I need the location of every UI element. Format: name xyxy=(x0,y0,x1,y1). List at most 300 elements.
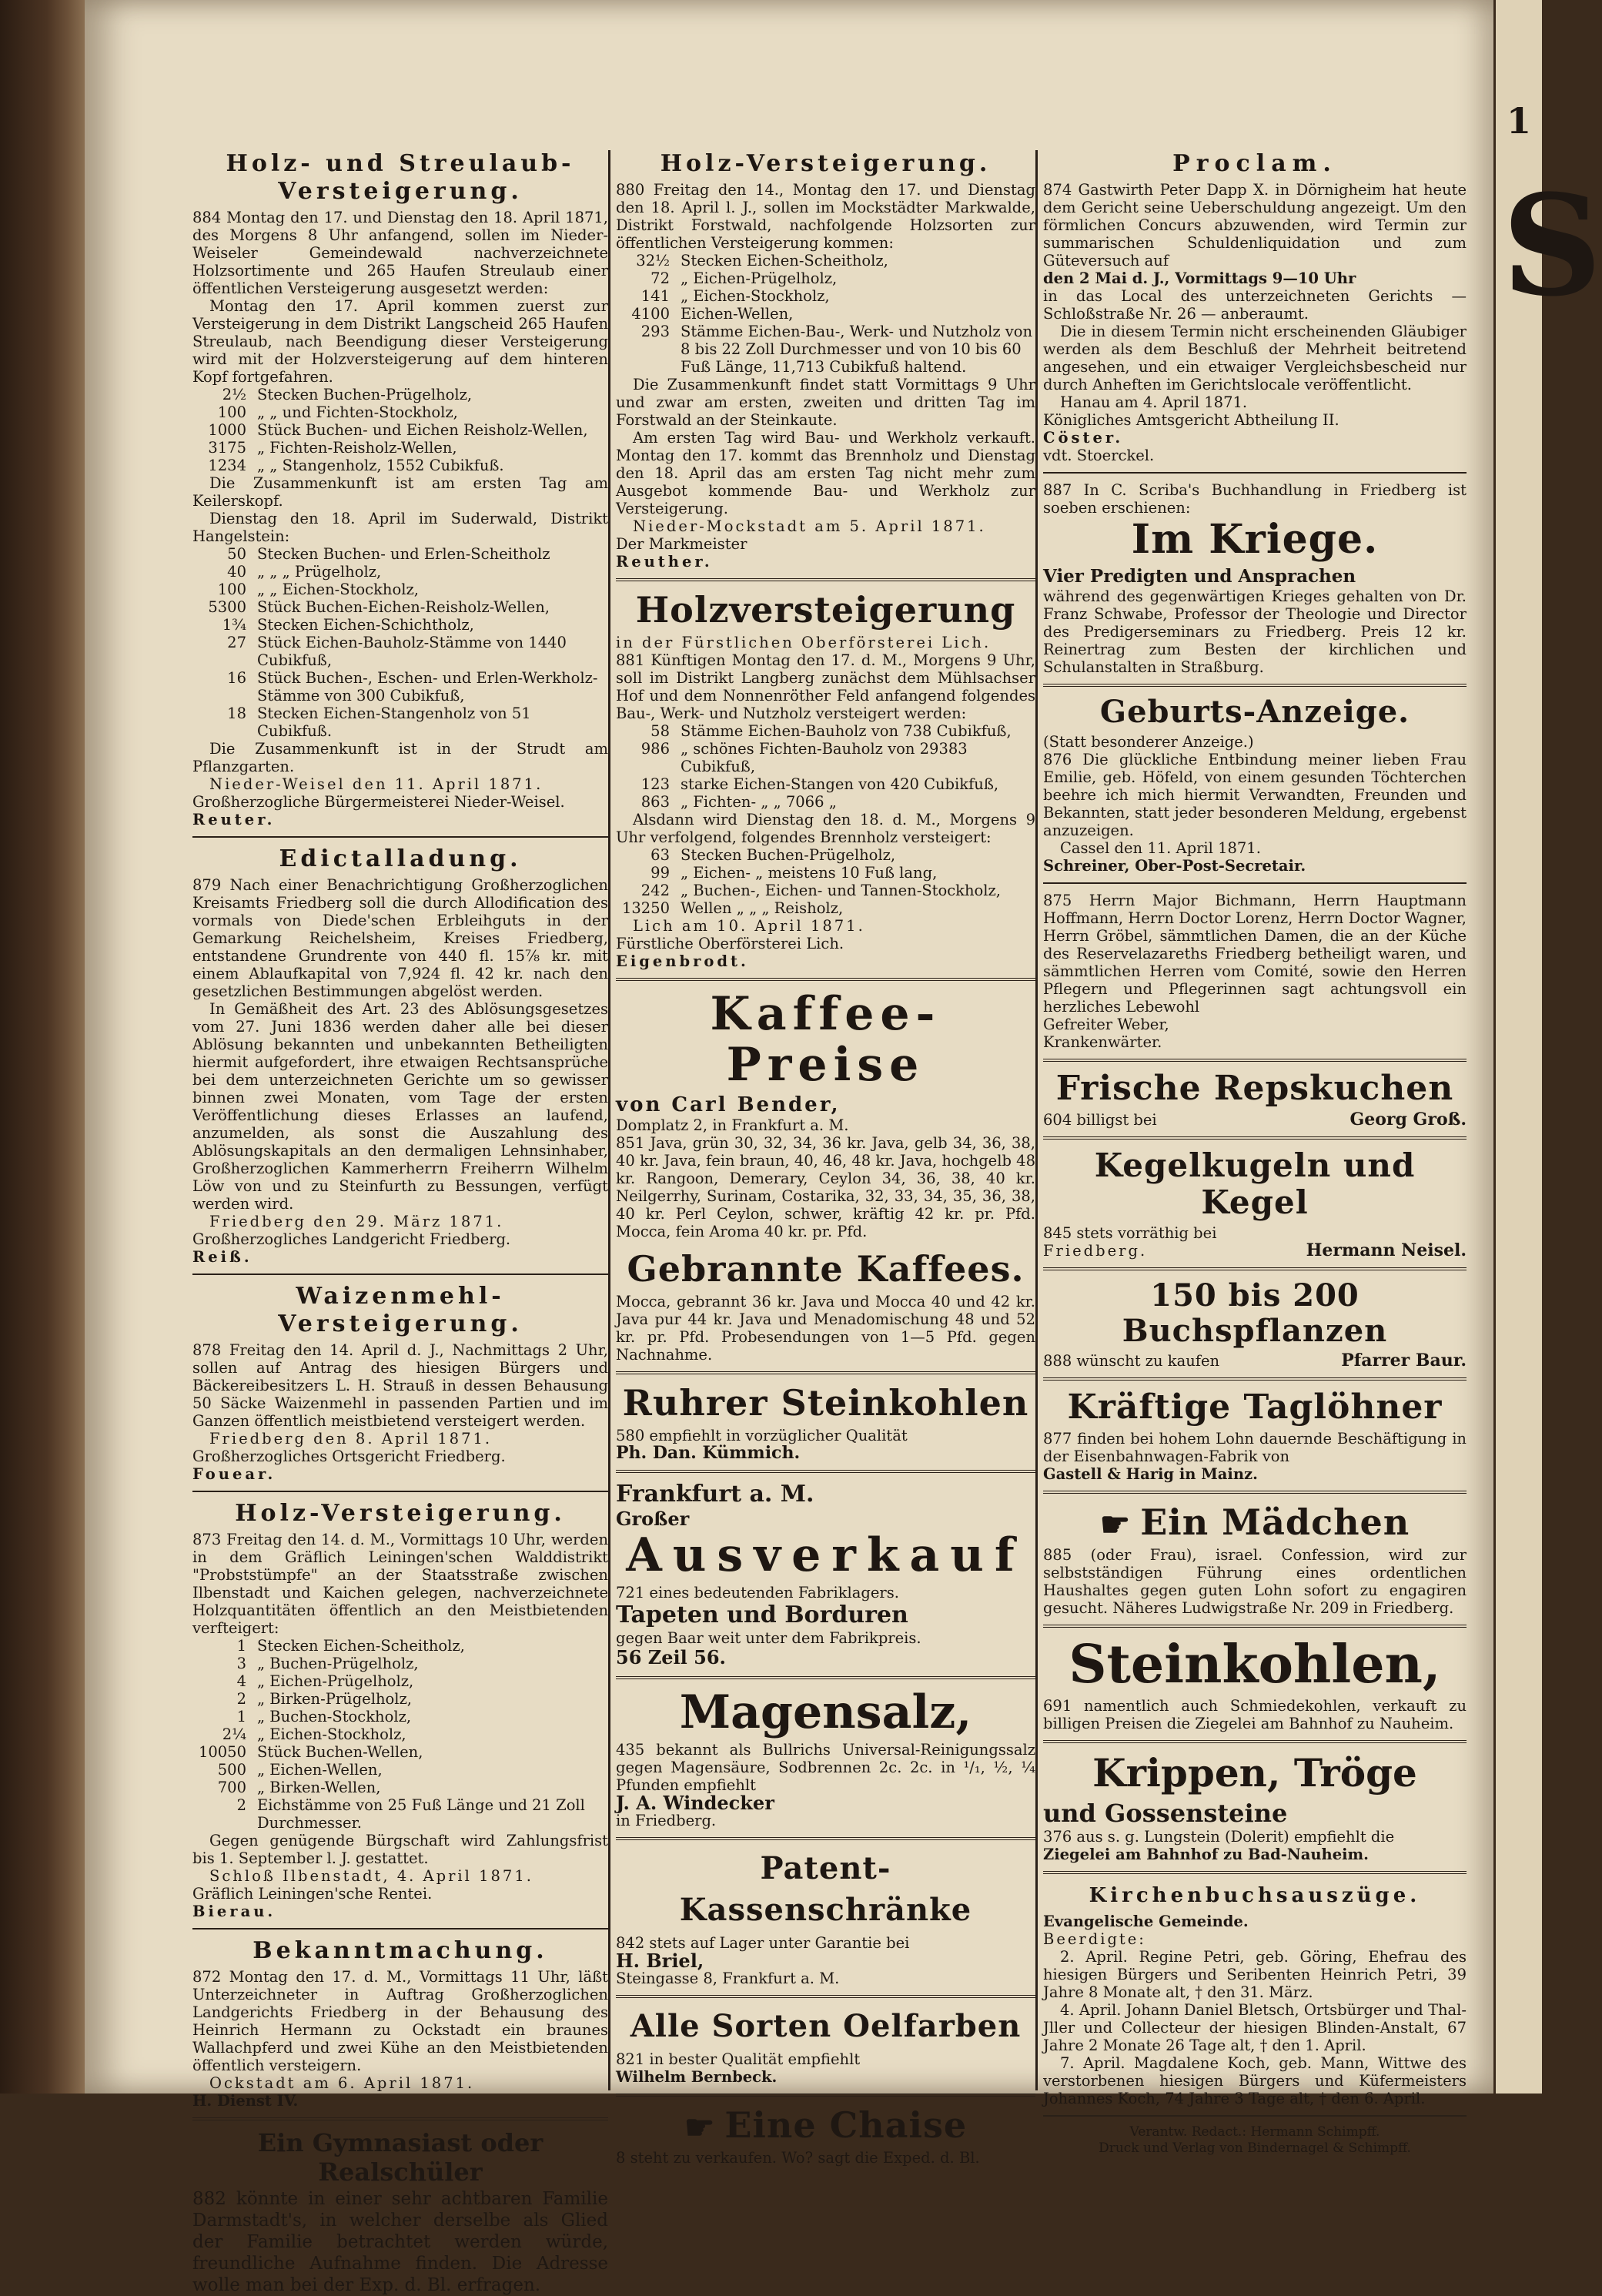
item-text: „ Eichen-Wellen, xyxy=(257,1761,383,1779)
divider xyxy=(616,1470,1035,1473)
item-row xyxy=(192,705,608,740)
signer: Reuther. xyxy=(616,553,713,571)
item-quantity: 1 xyxy=(236,1708,246,1725)
ad-heading: Patent-Kassenschränke xyxy=(679,1850,972,1928)
ad-text: gegen Baar weit unter dem Fabrikpreis. xyxy=(616,1629,921,1647)
item-row xyxy=(192,598,608,616)
item-text: Stück Buchen- und Eichen Reisholz-Wellen, xyxy=(257,421,588,439)
item-row xyxy=(616,775,1035,793)
item-row xyxy=(192,1690,608,1708)
ad-text: 691 namentlich auch Schmiedekohlen, verkauft zu billigen Preisen die Ziegelei am Bahnhof zu Nauheim. xyxy=(1043,1697,1467,1732)
ad-text: 884 Montag den 17. und Dienstag den 18. April 1871, des Morgens 8 Uhr anfangend, sollen im Nieder-Weiseler Gemeindewald nachverzeichnete Holzsortimente und 265 Haufen Streulaub einer öffentlichen Versteigerung ausgesetzt werden: xyxy=(192,209,608,297)
item-quantity: 72 xyxy=(650,269,670,287)
item-text: „ Fichten- „ „ 7066 „ xyxy=(681,793,837,811)
item-text: Stecken Buchen-Prügelholz, xyxy=(257,386,473,403)
item-quantity: 293 xyxy=(640,323,670,340)
item-text: „ „ und Fichten-Stockholz, xyxy=(257,403,458,421)
ad-heading: Frische Repskuchen xyxy=(1055,1069,1454,1108)
item-row xyxy=(192,616,608,634)
item-text: Stämme Eichen-Bauholz von 738 Cubikfuß, xyxy=(681,722,1012,740)
item-quantity: 32½ xyxy=(636,252,670,269)
authority: Königliches Amtsgericht Abtheilung II. xyxy=(1043,411,1339,429)
divider xyxy=(1043,2115,1467,2117)
item-quantity: 3 xyxy=(236,1655,246,1672)
ad-edictalladung xyxy=(192,845,608,1266)
ad-address: 56 Zeil 56. xyxy=(616,1646,726,1668)
pointing-hand-icon: ☛ xyxy=(684,2108,716,2147)
item-row xyxy=(616,864,1035,882)
signer: Bierau. xyxy=(192,1903,276,1920)
ad-krippen xyxy=(1043,1751,1467,1863)
divider xyxy=(616,978,1035,981)
item-list xyxy=(616,252,1035,376)
ad-text: 851 Java, grün 30, 32, 34, 36 kr. Java, gelb 34, 36, 38, 40 kr. Java, fein braun, 40, 46, 48 kr. Java, hochgelb 48 kr. Rangoon, Demerary, Ceylon 34, 36, 38, 40 kr. Neilgerrhy, Surinam, Costarika, 32, 33, 34, 35, 36, 38, 40 kr. Perl Ceylon, schwer, kräftig 42 kr. pr. Pfd. Mocca, fein Aroma 40 kr. pr. Pfd. xyxy=(616,1134,1035,1240)
signer: Fouear. xyxy=(192,1465,276,1483)
ad-text: Die Zusammenkunft findet statt Vormittags 9 Uhr und zwar am ersten, zweiten und dritten Tag im Forstwald an der Steinkaute. xyxy=(616,376,1035,429)
item-text: „ „ „ Prügelholz, xyxy=(257,563,382,581)
divider xyxy=(1043,1136,1467,1140)
ad-proclam xyxy=(1043,150,1467,464)
item-list xyxy=(616,722,1035,811)
item-text: Stecken Eichen-Scheitholz, xyxy=(257,1637,465,1655)
ad-text: Die in diesem Termin nicht erscheinenden Gläubiger werden als dem Beschluß der Mehrheit beitretend angesehen, und ein etwaiger Vergleichsbescheid nur durch Anheften im Gerichtslocale veröffentlicht. xyxy=(1043,323,1467,393)
item-quantity: 18 xyxy=(227,705,246,722)
ad-text: 882 könnte in einer sehr achtbaren Familie Darmstadt's, in welcher derselbe als Glied der Familie betrachtet werden würde, freundliche Aufnahme finden. Die Adresse wolle man bei der Exp. d. Bl. erfragen. xyxy=(192,2189,608,2295)
register-entry: 7. April. Magdalene Koch, geb. Mann, Wittwe des verstorbenen hiesigen Bürgers und Küfermeisters Johannes Koch, 74 Jahre 3 Tage alt, † den 6. April. xyxy=(1043,2054,1467,2107)
divider xyxy=(616,1995,1035,1998)
authority: Großherzogliches Landgericht Friedberg. xyxy=(192,1230,511,1248)
divider xyxy=(192,2117,608,2120)
ad-holz-ilbenstadt xyxy=(192,1500,608,1920)
item-text: Stecken Eichen-Scheitholz, xyxy=(681,252,888,269)
ad-heading xyxy=(616,2104,1035,2146)
ad-heading: Im Kriege. xyxy=(1131,516,1379,563)
ad-text: Am ersten Tag wird Bau- und Werkholz verkauft. Montag den 17. kommt das Brennholz und Dienstag den 18. April das am ersten Tag nicht mehr zum Ausgebot kommende Bau- und Werkholz zur Versteigerung. xyxy=(616,429,1035,517)
ad-heading: Holzversteigerung xyxy=(635,589,1016,631)
item-text: Eichstämme von 25 Fuß Länge und 21 Zoll Durchmesser. xyxy=(257,1796,585,1832)
item-quantity: 10050 xyxy=(198,1743,246,1761)
authority: Fürstliche Oberförsterei Lich. xyxy=(616,935,844,952)
item-row xyxy=(192,1637,608,1655)
item-quantity: 5300 xyxy=(208,598,246,616)
ad-gebrannte-kaffees xyxy=(616,1248,1035,1364)
item-quantity: 3175 xyxy=(208,439,246,457)
divider xyxy=(1043,1267,1467,1270)
footer-credit: Verantw. Redact.: Hermann Schimpff. xyxy=(1129,2124,1380,2140)
ad-heading: Kirchenbuchsauszüge. xyxy=(1089,1884,1421,1907)
heading-text: Ein Mädchen xyxy=(1140,1501,1410,1543)
dateline: Nieder-Mockstadt am 5. April 1871. xyxy=(633,517,986,535)
authority: Der Markmeister xyxy=(616,535,747,553)
divider xyxy=(1043,684,1467,687)
ad-text: 879 Nach einer Benachrichtigung Großherzoglichen Kreisamts Friedberg soll die durch Allodification des vormals von Diede'schen Erbleihguts in der Gemarkung Reichelsheim, Kreises Friedberg, entstandene Grundrente von 440 fl. 15⅞ kr. mit einem Ablaufkapital von 7,924 fl. 42 kr. nach den gesetzlichen Bestimmungen abgelöst werden. xyxy=(192,876,608,1000)
item-row xyxy=(192,386,608,403)
ad-subheading: von Carl Bender, xyxy=(616,1093,841,1116)
ad-tagloehner xyxy=(1043,1388,1467,1483)
item-row xyxy=(192,563,608,581)
item-row xyxy=(616,305,1035,323)
ad-text: Montag den 17. April kommen zuerst zur Versteigerung in dem Distrikt Langscheid 265 Haufen Streulaub, nach Beendigung dieser Versteigerung wird mit der Holzversteigerung auf dem hinteren Kopf fortgefahren. xyxy=(192,297,608,386)
ad-text: 873 Freitag den 14. d. M., Vormittags 10 Uhr, werden in dem Gräflich Leiningen'schen Walddistrikt "Probststümpfe" an der Staatsstraße zwischen Ilbenstadt und Kaichen gelegen, nachverzeichnete Holzquantitäten öffentlich an den Meistbietenden verfteigert: xyxy=(192,1531,608,1637)
ad-text: 435 bekannt als Bullrichs Universal-Reinigungssalz gegen Magensäure, Sodbrennen 2c. 2c. in ¹/₁, ½, ¼ Pfunden empfiehlt xyxy=(616,1741,1035,1794)
item-text: Eichen-Wellen, xyxy=(681,305,794,323)
adjacent-page-number: 1 xyxy=(1507,100,1532,142)
signer: Gefreiter Weber, xyxy=(1043,1016,1169,1033)
ad-text xyxy=(1043,1242,1467,1260)
dateline: Friedberg den 8. April 1871. xyxy=(209,1430,493,1448)
ad-text: 376 aus s. g. Lungstein (Dolerit) empfiehlt die xyxy=(1043,1828,1395,1846)
column-3 xyxy=(1043,150,1467,2156)
ad-heading: Ausverkauf xyxy=(626,1528,1025,1582)
item-quantity: 58 xyxy=(650,722,670,740)
ad-heading: 150 bis 200 Buchspflanzen xyxy=(1122,1277,1388,1349)
item-text: „ Eichen-Stockholz, xyxy=(681,287,830,305)
ad-text: 878 Freitag den 14. April d. J., Nachmittags 2 Uhr, sollen auf Antrag des hiesigen Bürgers und Bäckereibesitzers L. H. Strauß in dessen Behausung 50 Säcke Waizenmehl in passenden Partien und im Ganzen öffentlich meistbietend versteigert werden. xyxy=(192,1341,608,1430)
ad-magensalz xyxy=(616,1687,1035,1829)
item-text: starke Eichen-Stangen von 420 Cubikfuß, xyxy=(681,775,999,793)
item-text: „ Buchen-Stockholz, xyxy=(257,1708,412,1725)
ad-holz-streulaub xyxy=(192,150,608,828)
dateline: Hanau am 4. April 1871. xyxy=(1060,393,1248,411)
signer: Wilhelm Bernbeck. xyxy=(616,2068,778,2086)
authority: Gräflich Leiningen'sche Rentei. xyxy=(192,1885,433,1903)
ad-subheading: (Statt besonderer Anzeige.) xyxy=(1043,733,1254,751)
item-quantity: 50 xyxy=(227,545,246,563)
item-quantity: 4 xyxy=(236,1672,246,1690)
item-row xyxy=(192,1708,608,1725)
ad-city: Frankfurt a. M. xyxy=(616,1481,814,1508)
item-row xyxy=(616,882,1035,899)
item-text: Stecken Buchen-Prügelholz, xyxy=(681,846,896,864)
divider xyxy=(192,1274,608,1275)
dateline: Ockstadt am 6. April 1871. xyxy=(209,2074,475,2092)
item-row xyxy=(616,323,1035,376)
pointing-hand-icon: ☛ xyxy=(1099,1505,1132,1545)
ad-heading: Proclam. xyxy=(1172,150,1337,177)
ad-steinkohlen xyxy=(1043,1635,1467,1732)
ad-heading: Geburts-Anzeige. xyxy=(1099,694,1410,730)
item-list xyxy=(192,545,608,740)
column-rule-2 xyxy=(1035,150,1038,2090)
ad-text: 880 Freitag den 14., Montag den 17. und Dienstag den 18. April l. J., sollen im Mockstädter Markwalde, Distrikt Forstwald, nachfolgende Holzsorten zur öffentlichen Versteigerung kommen: xyxy=(616,181,1035,252)
dateline: Cassel den 11. April 1871. xyxy=(1060,839,1261,857)
ad-kaffee-preise xyxy=(616,989,1035,1240)
item-quantity: 16 xyxy=(227,669,246,687)
ad-subheading: und Gossensteine xyxy=(1043,1799,1288,1828)
divider xyxy=(1043,1059,1467,1062)
ad-text: Die Zusammenkunft ist am ersten Tag am Keilerskopf. xyxy=(192,474,608,510)
ad-heading: Ein Gymnasiast oder Realschüler xyxy=(257,2128,543,2187)
item-quantity: 99 xyxy=(650,864,670,882)
divider xyxy=(192,836,608,838)
ad-heading: Kräftige Taglöhner xyxy=(1067,1387,1443,1427)
ad-text: 845 stets vorräthig bei xyxy=(1043,1224,1217,1242)
ad-heading: Magensalz, xyxy=(679,1685,972,1739)
item-quantity: 100 xyxy=(217,403,246,421)
divider xyxy=(616,1371,1035,1374)
item-quantity: 700 xyxy=(217,1779,246,1796)
item-text: „ Eichen- „ meistens 10 Fuß lang, xyxy=(681,864,938,882)
item-text: „ Birken-Wellen, xyxy=(257,1779,381,1796)
signer: H. Dienst IV. xyxy=(192,2092,299,2110)
signer: Reiß. xyxy=(192,1248,253,1266)
ad-heading: Holz-Versteigerung. xyxy=(660,150,992,177)
divider xyxy=(1043,472,1467,474)
ad-heading: Holz- und Streulaub-Versteigerung. xyxy=(226,150,575,205)
ad-patent-kassenschraenke xyxy=(616,1848,1035,1987)
ad-text: In Gemäßheit des Art. 23 des Ablösungsgesetzes vom 27. Juni 1836 werden daher alle bei dieser Ablösung bekannten und unbekannten Betheiligten hiermit aufgefordert, ihre etwaigen Rechtsansprüche bei dem unterzeichneten Gerichte um so gewisser binnen zwei Monaten, vom Tage der ersten Veröffentlichung dieses Erlasses an laufend, anzumelden, als sonst die Auszahlung des Ablösungskapitals an den dermaligen Lehnsinhaber, Großherzoglichen Kammerherrn Freiherrn Wilhelm Löw von und zu Steinfurth zu Bessungen, verfügt werden wird. xyxy=(192,1000,608,1213)
signer: Hermann Neisel. xyxy=(1306,1240,1467,1260)
ad-text: Die Zusammenkunft ist in der Strudt am Pflanzgarten. xyxy=(192,740,608,775)
item-quantity: 4100 xyxy=(631,305,670,323)
item-quantity: 1234 xyxy=(208,457,246,474)
item-text: „ schönes Fichten-Bauholz von 29383 Cubikfuß, xyxy=(681,740,968,775)
item-text: Stück Buchen-Wellen, xyxy=(257,1743,423,1761)
item-text: „ Buchen-, Eichen- und Tannen-Stockholz, xyxy=(681,882,1001,899)
item-text: Stämme Eichen-Bau-, Werk- und Nutzholz von 8 bis 22 Zoll Durchmesser und von 10 bis 60 Fuß Länge, 11,713 Cubikfuß haltend. xyxy=(681,323,1033,376)
divider xyxy=(1043,1491,1467,1494)
ad-text: 877 finden bei hohem Lohn dauernde Beschäftigung in der Eisenbahnwagen-Fabrik von xyxy=(1043,1430,1467,1465)
signer: Gastell & Harig in Mainz. xyxy=(1043,1465,1258,1483)
ad-text: Gegen genügende Bürgschaft wird Zahlungsfrist bis 1. September l. J. gestattet. xyxy=(192,1832,608,1867)
ad-heading: Holz-Versteigerung. xyxy=(235,1500,566,1527)
ad-heading: Kaffee-Preise xyxy=(710,987,941,1092)
signer: Cöster. xyxy=(1043,429,1124,447)
item-row xyxy=(616,287,1035,305)
ad-location: in Friedberg. xyxy=(616,1812,717,1829)
divider xyxy=(1043,1740,1467,1743)
item-list xyxy=(616,846,1035,917)
ad-dank xyxy=(1043,892,1467,1051)
item-quantity: 986 xyxy=(640,740,670,758)
item-row xyxy=(192,1743,608,1761)
ad-text: 876 Die glückliche Entbindung meiner lieben Frau Emilie, geb. Höfeld, von einem gesunden Töchterchen beehre ich mich hiermit Verwandten, Freunden und Bekannten, statt jeder besonderen Meldung, ergebenst anzuzeigen. xyxy=(1043,751,1467,839)
ad-heading: Waizenmehl-Versteigerung. xyxy=(278,1283,523,1337)
heading-text: Eine Chaise xyxy=(724,2104,968,2146)
item-row xyxy=(616,793,1035,811)
ad-subheading: Domplatz 2, in Frankfurt a. M. xyxy=(616,1116,849,1134)
ad-heading: Ruhrer Steinkohlen xyxy=(622,1382,1029,1424)
ad-subheading: Vier Predigten und Ansprachen xyxy=(1043,566,1356,587)
item-text: Stück Buchen-, Eschen- und Erlen-Werkholz-Stämme von 300 Cubikfuß, xyxy=(257,669,598,705)
item-quantity: 242 xyxy=(640,882,670,899)
item-quantity: 2¼ xyxy=(222,1725,246,1743)
ad-text: 8 steht zu verkaufen. Wo? sagt die Exped. d. Bl. xyxy=(616,2149,980,2167)
divider xyxy=(1043,882,1467,884)
ad-bekanntmachung xyxy=(192,1937,608,2110)
item-quantity: 1 xyxy=(236,1637,246,1655)
divider xyxy=(616,578,1035,581)
item-text: Stecken Eichen-Schichtholz, xyxy=(257,616,474,634)
dateline: Lich am 10. April 1871. xyxy=(633,917,865,935)
ad-holz-mockstadt xyxy=(616,150,1035,571)
dateline: Nieder-Weisel den 11. April 1871. xyxy=(209,775,543,793)
item-quantity: 141 xyxy=(640,287,670,305)
book-binding xyxy=(0,0,85,2094)
signer: H. Briel, xyxy=(616,1950,704,1972)
ad-im-kriege xyxy=(1043,481,1467,676)
signer: Krankenwärter. xyxy=(1043,1033,1162,1051)
divider xyxy=(1043,1871,1467,1874)
ad-text: während des gegenwärtigen Krieges gehalten von Dr. Franz Schwabe, Professor der Theologie und Director des Predigerseminars zu Friedberg. Preis 12 kr. Reinertrag zum Besten der kirchlichen und Schulanstalten in Straßburg. xyxy=(1043,587,1467,676)
item-row xyxy=(192,581,608,598)
item-quantity: 100 xyxy=(217,581,246,598)
item-row xyxy=(616,740,1035,775)
ad-text: den 2 Mai d. J., Vormittags 9—10 Uhr xyxy=(1043,269,1356,287)
ad-gymnasiast xyxy=(192,2128,608,2296)
ad-heading: Alle Sorten Oelfarben xyxy=(630,2008,1022,2044)
item-row xyxy=(192,545,608,563)
item-row xyxy=(192,1779,608,1796)
item-quantity: 1¾ xyxy=(222,616,246,634)
item-list xyxy=(192,386,608,474)
item-text: „ Eichen-Stockholz, xyxy=(257,1725,406,1743)
ad-text: 875 Herrn Major Bichmann, Herrn Hauptmann Hoffmann, Herrn Doctor Lorenz, Herrn Doctor Wagner, Herrn Gröbel, sämmtlichen Damen, die an der Küche des Reservelazareths Friedberg betheiligt waren, und sämmtlichen Herren vom Comité, sowie den Herren Pflegern und Pflegerinnen sagt achtungsvoll ein herzliches Lebewohl xyxy=(1043,892,1467,1016)
ad-text-lead: 604 billigst bei xyxy=(1043,1111,1157,1129)
signer: vdt. Stoerckel. xyxy=(1043,447,1155,464)
divider xyxy=(192,1491,608,1492)
item-text: Stück Buchen-Eichen-Reisholz-Wellen, xyxy=(257,598,550,616)
ad-text: Alsdann wird Dienstag den 18. d. M., Morgens 9 Uhr verfolgend, folgendes Brennholz versteigert: xyxy=(616,811,1035,846)
item-row xyxy=(192,634,608,669)
divider xyxy=(192,1928,608,1930)
item-row xyxy=(192,1796,608,1832)
item-text: „ Fichten-Reisholz-Wellen, xyxy=(257,439,457,457)
item-quantity: 863 xyxy=(640,793,670,811)
authority: Großherzogliches Ortsgericht Friedberg. xyxy=(192,1448,506,1465)
ad-kegelkugeln xyxy=(1043,1147,1467,1260)
signer: Pfarrer Baur. xyxy=(1341,1350,1467,1371)
ad-text: 887 In C. Scriba's Buchhandlung in Friedberg ist soeben erschienen: xyxy=(1043,481,1467,517)
item-list xyxy=(192,1637,608,1832)
ad-text: 885 (oder Frau), israel. Confession, wird zur selbstständigen Führung eines ordentlichen Haushaltes gegen guten Lohn sofort zu engagiren gesucht. Näheres Ludwigstraße Nr. 209 in Friedberg. xyxy=(1043,1546,1467,1617)
item-row xyxy=(616,846,1035,864)
item-quantity: 27 xyxy=(227,634,246,651)
item-row xyxy=(616,899,1035,917)
item-text: Wellen „ „ „ Reisholz, xyxy=(681,899,844,917)
ad-text: 881 Künftigen Montag den 17. d. M., Morgens 9 Uhr, soll im Distrikt Langberg zunächst dem Mühlsachser Hof und dem Nonnenröther Feld anfangend folgendes Bau-, Werk- und Nutzholz versteigert werden: xyxy=(616,651,1035,722)
ad-heading xyxy=(1043,1501,1467,1543)
ad-address: Steingasse 8, Frankfurt a. M. xyxy=(616,1970,840,1987)
item-row xyxy=(192,1761,608,1779)
ad-text: 842 stets auf Lager unter Garantie bei xyxy=(616,1934,910,1952)
item-row xyxy=(192,1655,608,1672)
item-text: „ „ Eichen-Stockholz, xyxy=(257,581,419,598)
ad-ein-maedchen xyxy=(1043,1501,1467,1617)
signer: Eigenbrodt. xyxy=(616,952,749,970)
ad-repskuchen xyxy=(1043,1069,1467,1129)
divider xyxy=(616,1837,1035,1840)
ad-text xyxy=(1043,1111,1467,1129)
footer-credit: Druck und Verlag von Bindernagel & Schimpff. xyxy=(1099,2140,1411,2156)
dateline: Friedberg den 29. März 1871. xyxy=(209,1213,504,1230)
item-row xyxy=(192,1672,608,1690)
item-row xyxy=(616,252,1035,269)
item-quantity: 2 xyxy=(236,1690,246,1708)
item-row xyxy=(616,269,1035,287)
signer: Ziegelei am Bahnhof zu Bad-Nauheim. xyxy=(1043,1846,1369,1863)
ad-text: Mocca, gebrannt 36 kr. Java und Mocca 40 und 42 kr. Java pur 44 kr. Java und Menadomischung 48 und 52 kr. pr. Pfd. Probesendungen von 1—5 Pfd. gegen Nachnahme. xyxy=(616,1293,1035,1364)
item-quantity: 13250 xyxy=(621,899,670,917)
signer: Schreiner, Ober-Post-Secretair. xyxy=(1043,857,1306,875)
ad-waizenmehl xyxy=(192,1283,608,1483)
ad-kirchenbuch xyxy=(1043,1882,1467,2107)
column-2 xyxy=(616,150,1035,2167)
ad-text: 872 Montag den 17. d. M., Vormittags 11 Uhr, läßt Unterzeichneter in Auftrag Großherzoglichen Landgerichts Friedberg in der Behausung des Heinrich Hermann zu Ockstadt ein braunes Wallachpferd und zwei Kühe an den Meistbietenden öffentlich versteigern. xyxy=(192,1968,608,2074)
ad-subheading: Evangelische Gemeinde. xyxy=(1043,1913,1249,1930)
ad-ausverkauf xyxy=(616,1481,1035,1668)
ad-ruhrer-steinkohlen xyxy=(616,1382,1035,1462)
column-rule-1 xyxy=(608,150,610,2090)
item-text: Stecken Eichen-Stangenholz von 51 Cubikfuß. xyxy=(257,705,531,740)
item-quantity: 63 xyxy=(650,846,670,864)
column-1 xyxy=(192,150,608,2295)
ad-buchspflanzen xyxy=(1043,1278,1467,1370)
divider xyxy=(1043,1625,1467,1628)
register-entry: 2. April. Regine Petri, geb. Göring, Ehefrau des hiesigen Bürgers und Seribenten Heinrich Petri, 39 Jahre 8 Monate alt, † den 31. März. xyxy=(1043,1948,1467,2001)
item-text: „ „ Stangenholz, 1552 Cubikfuß. xyxy=(257,457,504,474)
entry-list xyxy=(1043,1948,1467,2107)
ad-subheading: Beerdigte: xyxy=(1043,1930,1146,1948)
ad-eine-chaise xyxy=(616,2104,1035,2167)
item-row xyxy=(192,403,608,421)
adjacent-page-initial: S xyxy=(1502,165,1602,327)
ad-subheading: in der Fürstlichen Oberförsterei Lich. xyxy=(616,634,992,651)
item-quantity: 500 xyxy=(217,1761,246,1779)
divider xyxy=(616,1676,1035,1679)
ad-text-lead: 888 wünscht zu kaufen xyxy=(1043,1352,1220,1370)
ad-heading: Steinkohlen, xyxy=(1069,1634,1441,1695)
ad-text: in das Local des unterzeichneten Gerichts — Schloßstraße Nr. 26 — anberaumt. xyxy=(1043,287,1467,323)
item-text: „ Eichen-Prügelholz, xyxy=(681,269,838,287)
divider xyxy=(616,2094,1035,2097)
item-text: „ Buchen-Prügelholz, xyxy=(257,1655,419,1672)
ad-text: Dienstag den 18. April im Suderwald, Distrikt Hangelstein: xyxy=(192,510,608,545)
ad-location: Friedberg. xyxy=(1043,1242,1148,1260)
ad-subheading: Tapeten und Borduren xyxy=(616,1602,908,1628)
item-quantity: 123 xyxy=(640,775,670,793)
item-text: „ Birken-Prügelholz, xyxy=(257,1690,412,1708)
item-quantity: 40 xyxy=(227,563,246,581)
ad-text: 721 eines bedeutenden Fabriklagers. xyxy=(616,1584,899,1602)
item-row xyxy=(192,421,608,439)
item-text: „ Eichen-Prügelholz, xyxy=(257,1672,414,1690)
ad-heading: Edictalladung. xyxy=(279,845,522,872)
item-row xyxy=(192,457,608,474)
dateline: Schloß Ilbenstadt, 4. April 1871. xyxy=(209,1867,533,1885)
ad-subheading: Großer xyxy=(616,1508,690,1530)
ad-heading: Krippen, Tröge xyxy=(1092,1750,1417,1796)
item-quantity: 2½ xyxy=(222,386,246,403)
adjacent-page-edge xyxy=(1493,0,1602,2094)
item-row xyxy=(192,1725,608,1743)
item-row xyxy=(192,669,608,705)
item-quantity: 1000 xyxy=(208,421,246,439)
ad-text: 580 empfiehlt in vorzüglicher Qualität xyxy=(616,1427,908,1444)
ad-heading: Kegelkugeln und Kegel xyxy=(1094,1146,1416,1221)
item-row xyxy=(192,439,608,457)
ad-oelfarben xyxy=(616,2006,1035,2086)
item-text: Stecken Buchen- und Erlen-Scheitholz xyxy=(257,545,550,563)
signer: J. A. Windecker xyxy=(616,1792,774,1814)
ad-holzversteigerung-lich xyxy=(616,589,1035,970)
ad-geburts-anzeige xyxy=(1043,694,1467,875)
ad-text xyxy=(1043,1352,1467,1370)
authority: Großherzogliche Bürgermeisterei Nieder-Weisel. xyxy=(192,793,565,811)
ad-heading: Gebrannte Kaffees. xyxy=(627,1248,1025,1290)
item-row xyxy=(616,722,1035,740)
ad-heading: Bekanntmachung. xyxy=(253,1937,548,1964)
